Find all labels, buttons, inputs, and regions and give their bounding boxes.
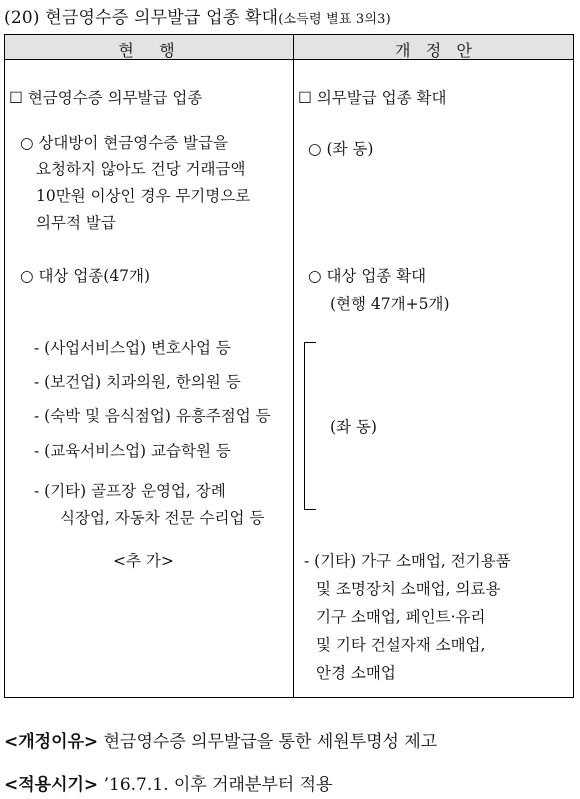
right-same-2: (좌 동) (330, 418, 377, 436)
left-sub-4: - (교육서비스업) 교습학원 등 (34, 442, 231, 460)
left-item1-line4: 의무적 발급 (36, 214, 116, 232)
right-new-line2: 및 조명장치 소매업, 의료용 (316, 580, 501, 598)
section-heading (4, 3, 391, 28)
reason-row (4, 727, 437, 752)
right-section-title: ☐ 의무발급 업종 확대 (298, 89, 447, 107)
left-section-title: ☐ 현금영수증 의무발급 업종 (9, 89, 203, 107)
left-item1-line2: 요청하지 않아도 건당 거래금액 (36, 160, 246, 178)
right-new-line5: 안경 소매업 (316, 664, 396, 682)
effective-date-text: ’16.7.1. 이후 거래분부터 적용 (103, 775, 333, 795)
right-item2-line2: (현행 47개+5개) (330, 295, 450, 313)
effective-date-row (4, 770, 332, 795)
left-item1-line1: ○ 상대방이 현금영수증 발급을 (20, 134, 228, 152)
heading-reference: (소득령 별표 3의3) (278, 12, 391, 27)
left-add-placeholder: <추 가> (113, 552, 174, 570)
left-sub-3: - (숙박 및 음식점업) 유흥주점업 등 (34, 407, 271, 425)
right-item2-line1: ○ 대상 업종 확대 (308, 267, 427, 285)
right-new-line3: 기구 소매업, 페인트·유리 (316, 608, 486, 626)
left-sub-5: - (기타) 골프장 운영업, 장례 (34, 482, 226, 500)
left-item1-line3: 10만원 이상인 경우 무기명으로 (36, 187, 251, 205)
right-same-1: ○ (좌 동) (308, 140, 374, 158)
right-new-line1: - (기타) 가구 소매업, 전기용품 (304, 552, 511, 570)
left-sub-2: - (보건업) 치과의원, 한의원 등 (34, 373, 241, 391)
heading-main: (20) 현금영수증 의무발급 업종 확대 (4, 8, 279, 28)
left-item2: ○ 대상 업종(47개) (20, 267, 151, 285)
column-divider (293, 34, 294, 698)
column-header-amended: 개 정 안 (395, 41, 472, 60)
column-header-current: 현 행 (118, 41, 175, 60)
left-sub-5-cont: 식장업, 자동차 전문 수리업 등 (60, 509, 265, 527)
bracket-line (304, 342, 316, 510)
reason-text: 현금영수증 의무발급을 통한 세원투명성 제고 (103, 732, 438, 752)
left-sub-1: - (사업서비스업) 변호사업 등 (34, 339, 231, 357)
right-new-line4: 및 기타 건설자재 소매업, (316, 636, 486, 654)
reason-label: <개정이유> (4, 732, 99, 752)
effective-date-label: <적용시기> (4, 775, 99, 795)
